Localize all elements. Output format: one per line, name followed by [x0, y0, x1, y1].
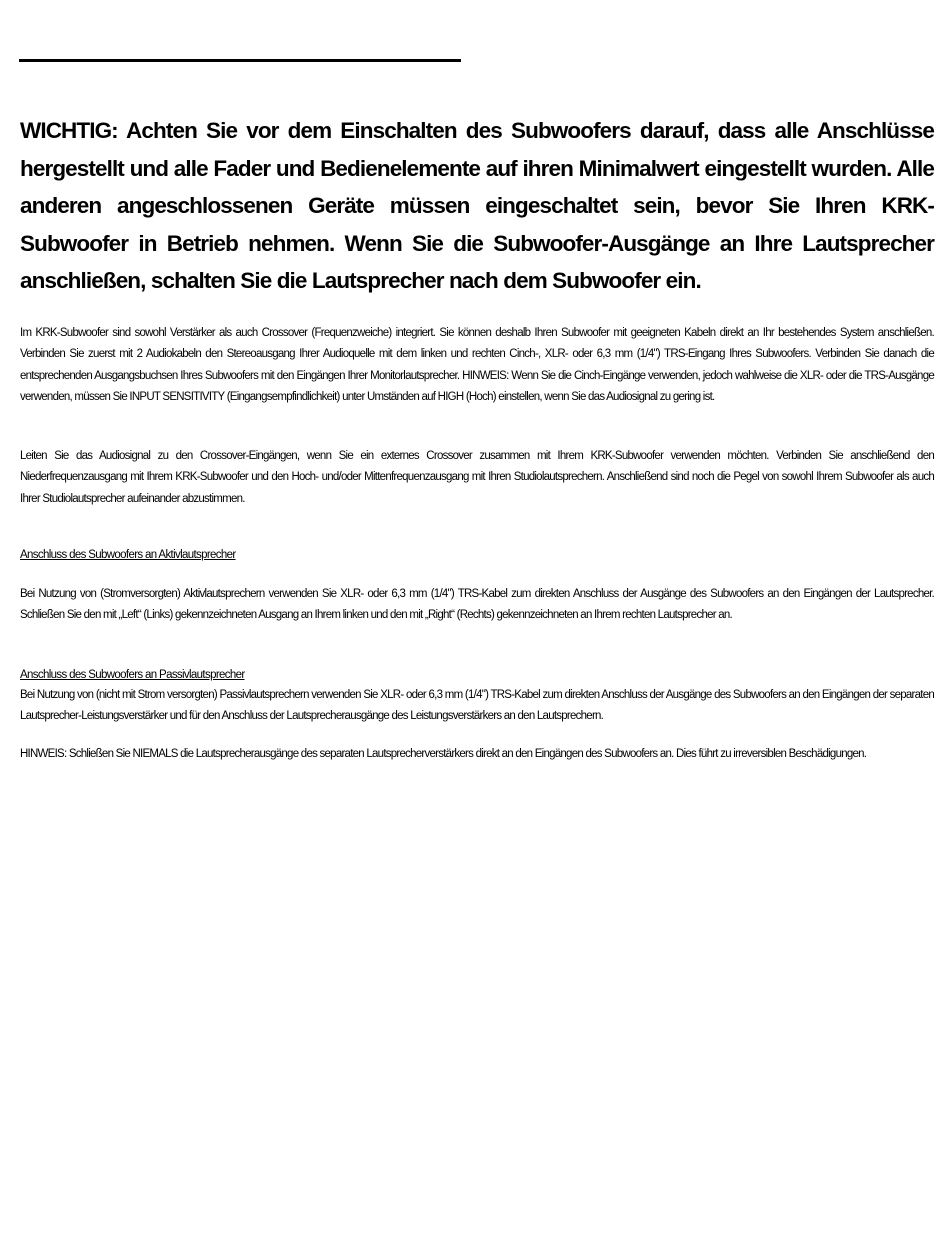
paragraph-warning-note: HINWEIS: Schließen Sie NIEMALS die Lautsprecherausgänge des separaten Lautsprecherverstärkers direkt an den Eingängen des Subwoofers an. Dies führt zu irreversiblen Beschädigungen. — [20, 748, 867, 760]
top-horizontal-rule — [19, 59, 461, 62]
paragraph-subwoofer-connection: Im KRK-Subwoofer sind sowohl Verstärker als auch Crossover (Frequenzweiche) integriert. Sie können deshalb Ihren Subwoofer mit geeigneten Kabeln direkt an Ihr bestehendes System anschließen. Verbinden Sie zuerst mit 2 Audiokabeln den Stereoausgang Ihrer Audioquelle mit dem linken und rechten Cinch-, XLR- oder 6,3 mm (1/4") TRS-Eingang Ihres Subwoofers. Verbinden Sie danach die entsprechenden Ausgangsbuchsen Ihres Subwoofers mit den Eingängen Ihrer Monitorlautsprecher. HINWEIS: Wenn Sie die Cinch-Eingänge verwenden, jedoch wahlweise die XLR- oder die TRS-Ausgänge verwenden, müssen Sie INPUT SENSITIVITY (Eingangsempfindlichkeit) unter Umständen auf HIGH (Hoch) einstellen, wenn Sie das Audiosignal zu gering ist. — [20, 327, 934, 403]
section-heading-passive-speakers: Anschluss des Subwoofers an Passivlautsprecher — [20, 669, 245, 681]
paragraph-active-speakers: Bei Nutzung von (Stromversorgten) Aktivlautsprechern verwenden Sie XLR- oder 6,3 mm (1/4") TRS-Kabel zum direkten Anschluss der Ausgänge des Subwoofers an den Eingängen der Lautsprecher. Schließen Sie den mit „Left“ (Links) gekennzeichneten Ausgang an Ihrem linken und den mit „Right“ (Rechts) gekennzeichneten an Ihrem rechten Lautsprecher an. — [20, 588, 934, 622]
section-heading-active-speakers: Anschluss des Subwoofers an Aktivlautsprecher — [20, 549, 236, 561]
paragraph-passive-speakers: Bei Nutzung von (nicht mit Strom versorgten) Passivlautsprechern verwenden Sie XLR- oder 6,3 mm (1/4") TRS-Kabel zum direkten Anschluss der Ausgänge des Subwoofers an den Eingängen der separaten Lautsprecher-Leistungsverstärker und für den Anschluss der Lautsprecherausgänge des Leistungsverstärkers an den Lautsprechern. — [20, 689, 934, 723]
important-notice: WICHTIG: Achten Sie vor dem Einschalten des Subwoofers darauf, dass alle Anschlüsse hergestellt und alle Fader und Bedienelemente auf ihren Minimalwert eingestellt wurden. Alle anderen angeschlossenen Geräte müssen eingeschaltet sein, bevor Sie Ihren KRK-Subwoofer in Betrieb nehmen. Wenn Sie die Subwoofer-Ausgänge an Ihre Lautsprecher anschließen, schalten Sie die Lautsprecher nach dem Subwoofer ein. — [20, 118, 934, 293]
paragraph-external-crossover: Leiten Sie das Audiosignal zu den Crossover-Eingängen, wenn Sie ein externes Crossover zusammen mit Ihrem KRK-Subwoofer verwenden möchten. Verbinden Sie anschließend den Niederfrequenzausgang mit Ihrem KRK-Subwoofer und den Hoch- und/oder Mittenfrequenzausgang mit Ihren Studiolautsprechern. Anschließend sind noch die Pegel von sowohl Ihrem Subwoofer als auch Ihrer Studiolautsprecher aufeinander abzustimmen. — [20, 450, 934, 505]
